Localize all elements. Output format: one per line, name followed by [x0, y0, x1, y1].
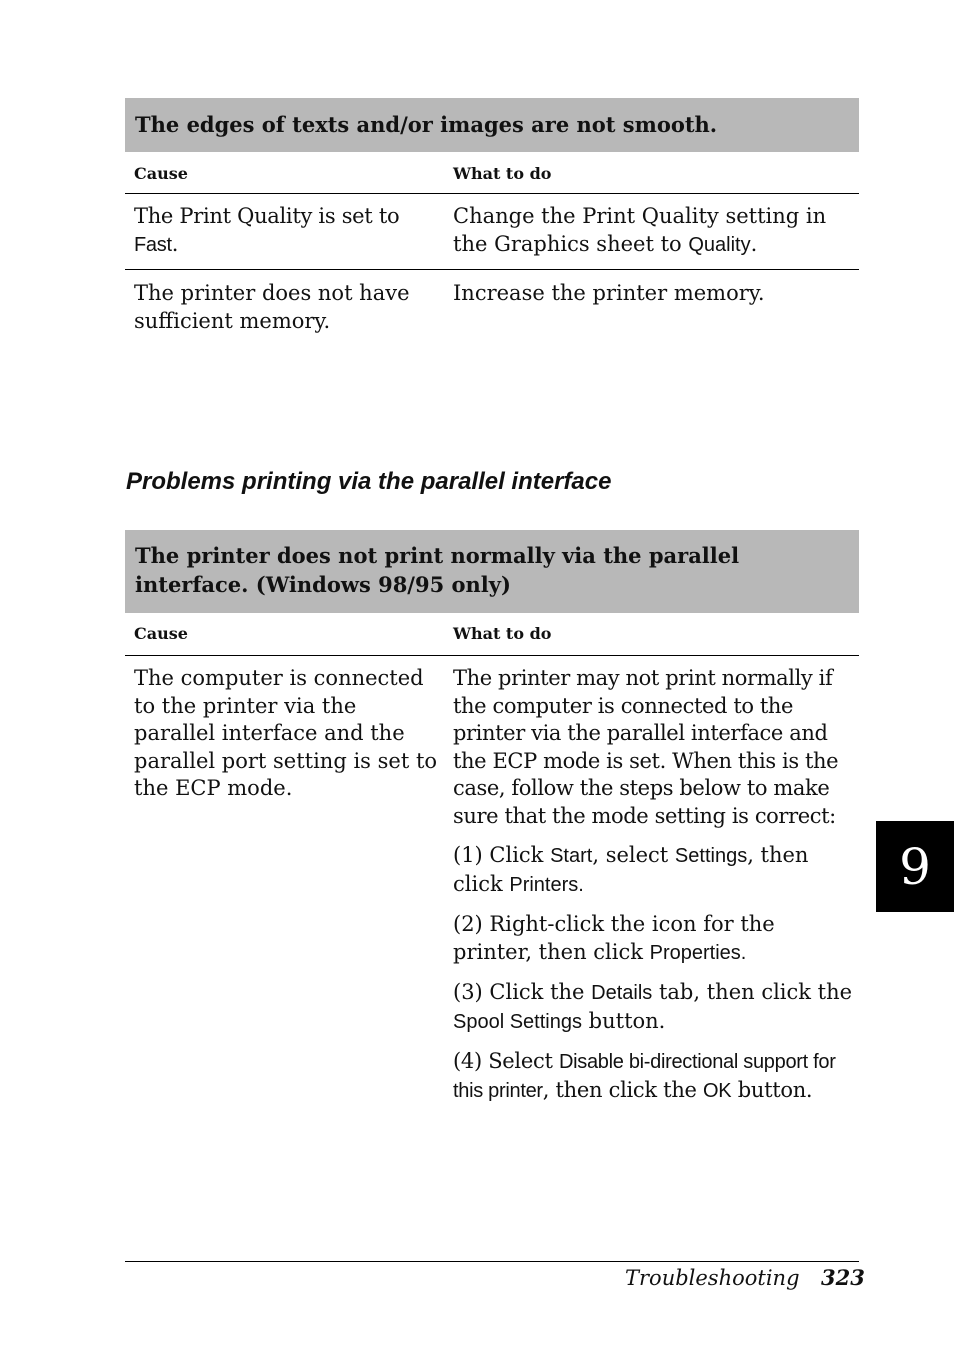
what-to-do-cell: Increase the printer memory.	[453, 281, 765, 305]
step-3: (3) Click the Details tab, then click the Spool Settings button.	[453, 980, 853, 1033]
ui-term: Printers	[509, 873, 579, 896]
ui-term: Fast	[134, 233, 172, 256]
ui-term: Details	[591, 982, 653, 1004]
what-to-do-cell: Change the Print Quality setting in the Graphics sheet to Quality.	[453, 204, 827, 256]
ui-term: Start	[550, 845, 593, 867]
column-headers	[125, 152, 859, 194]
column-cause: Cause	[134, 624, 188, 643]
table-row	[125, 270, 859, 345]
ui-term: Settings	[674, 845, 748, 867]
cause-cell: The printer does not have sufficient memory.	[134, 281, 410, 333]
section-title: Problems printing via the parallel interface	[126, 468, 612, 495]
column-headers	[125, 613, 859, 656]
ui-term: Spool Settings	[453, 1010, 582, 1033]
cause-cell: The computer is connected to the printer via the parallel interface and the parallel port setting is set to the ECP mode.	[134, 666, 438, 800]
step-4: (4) Select Disable bi-directional support for this printer, then click the OK button.	[453, 1049, 836, 1102]
column-what-to-do: What to do	[453, 164, 552, 183]
what-to-do-cell	[444, 665, 859, 1105]
page-number: 323	[821, 1265, 865, 1290]
footer-section-name: Troubleshooting	[625, 1266, 800, 1290]
table-row	[125, 194, 859, 270]
step-1: (1) Click Start, select Settings, then click Printers.	[453, 843, 809, 896]
cause-cell: The Print Quality is set to Fast.	[134, 204, 400, 256]
ui-term: Disable bi-directional support for this printer	[453, 1051, 836, 1102]
step-2: (2) Right-click the icon for the printer, then click Properties.	[453, 912, 775, 964]
ui-term: OK	[703, 1079, 732, 1102]
intro-paragraph: The printer may not print normally if the computer is connected to the printer via the parallel interface and the ECP mode is set. When this is the case, follow the steps below to make sure that the mode setting is correct:	[453, 666, 839, 828]
chapter-tab: 9	[876, 821, 954, 912]
table-header: The edges of texts and/or images are not smooth.	[125, 98, 859, 152]
table-parallel-interface	[125, 530, 859, 1115]
ui-term: Properties	[649, 941, 741, 964]
table-smooth-edges	[125, 98, 859, 345]
table-header: The printer does not print normally via the parallel interface. (Windows 98/95 only)	[125, 530, 859, 613]
column-what-to-do: What to do	[453, 624, 552, 643]
footer-divider	[125, 1261, 859, 1262]
table-row	[125, 656, 859, 1115]
ui-term: Quality	[688, 233, 751, 256]
column-cause: Cause	[134, 164, 188, 183]
